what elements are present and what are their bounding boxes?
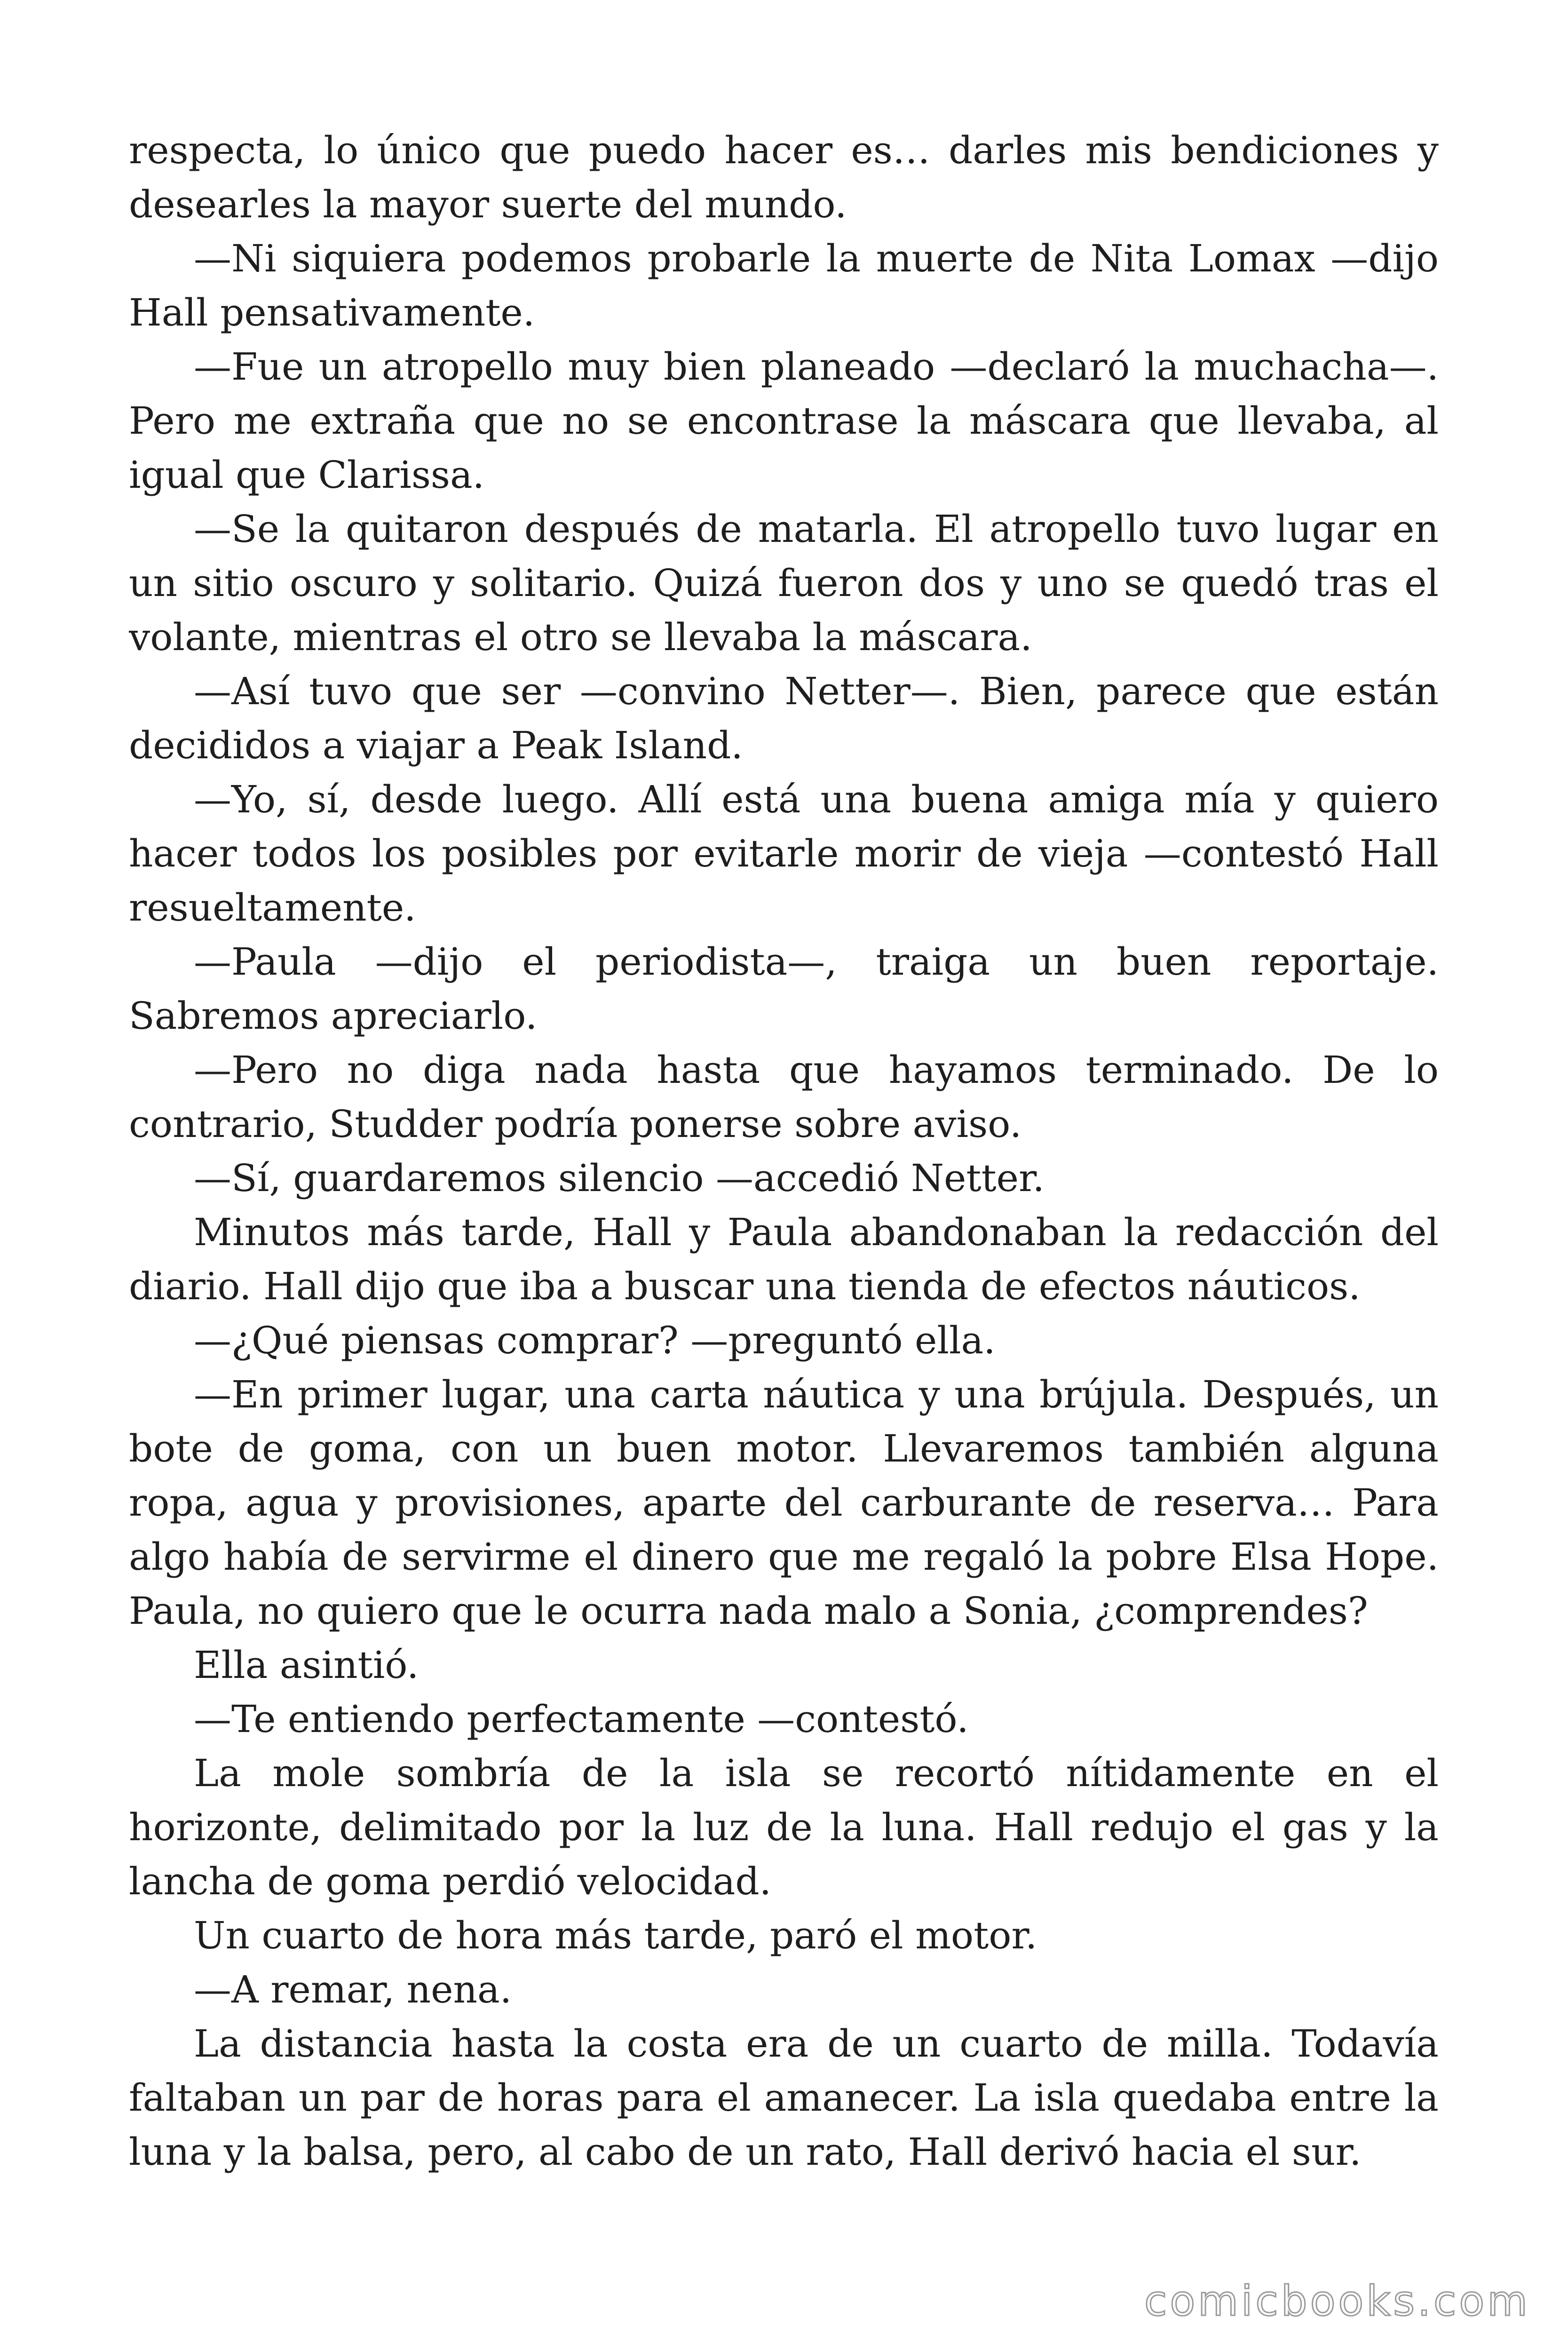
text-line: un sitio oscuro y solitario. Quizá fueron dos y uno se quedó tras el — [129, 561, 1439, 605]
text-line: faltaban un par de horas para el amanecer. La isla quedaba entre la — [129, 2076, 1439, 2120]
text-line: —Te entiendo perfectamente —contestó. — [194, 1697, 969, 1741]
text-line: diario. Hall dijo que iba a buscar una tienda de efectos náuticos. — [129, 1264, 1361, 1308]
text-line: volante, mientras el otro se llevaba la máscara. — [129, 615, 1032, 659]
text-line: La mole sombría de la isla se recortó nítidamente en el — [194, 1751, 1439, 1795]
text-line: algo había de servirme el dinero que me regaló la pobre Elsa Hope. — [129, 1535, 1439, 1579]
text-line: ropa, agua y provisiones, aparte del carburante de reserva… Para — [129, 1481, 1439, 1525]
text-line: Hall pensativamente. — [129, 291, 535, 334]
text-line: Minutos más tarde, Hall y Paula abandonaban la redacción del — [194, 1210, 1439, 1254]
text-line: —¿Qué piensas comprar? —preguntó ella. — [194, 1319, 996, 1362]
text-line: —Pero no diga nada hasta que hayamos terminado. De lo — [194, 1048, 1439, 1092]
text-line: Paula, no quiero que le ocurra nada malo a Sonia, ¿comprendes? — [129, 1589, 1368, 1633]
text-line: Un cuarto de hora más tarde, paró el motor. — [194, 1914, 1037, 1957]
text-line: respecta, lo único que puedo hacer es… darles mis bendiciones y — [129, 128, 1439, 172]
text-line: lancha de goma perdió velocidad. — [129, 1859, 772, 1903]
text-line: desearles la mayor suerte del mundo. — [129, 183, 847, 226]
text-line: contrario, Studder podría ponerse sobre aviso. — [129, 1102, 1022, 1146]
text-line: —Así tuvo que ser —convino Netter—. Bien, parece que están — [194, 669, 1439, 713]
text-line: igual que Clarissa. — [129, 453, 485, 497]
text-line: decididos a viajar a Peak Island. — [129, 723, 743, 767]
text-line: luna y la balsa, pero, al cabo de un rato, Hall derivó hacia el sur. — [129, 2130, 1362, 2174]
text-line: Sabremos apreciarlo. — [129, 994, 538, 1038]
watermark: comicbooks.com — [1144, 2277, 1530, 2325]
text-line: La distancia hasta la costa era de un cuarto de milla. Todavía — [194, 2022, 1439, 2066]
text-line: hacer todos los posibles por evitarle morir de vieja —contestó Hall — [129, 832, 1439, 875]
text-line: —Fue un atropello muy bien planeado —declaró la muchacha—. — [194, 345, 1439, 389]
text-line: Ella asintió. — [194, 1643, 419, 1687]
text-line: horizonte, delimitado por la luz de la luna. Hall redujo el gas y la — [129, 1805, 1439, 1849]
text-line: —Yo, sí, desde luego. Allí está una buena amiga mía y quiero — [194, 778, 1439, 821]
text-line: —Se la quitaron después de matarla. El atropello tuvo lugar en — [194, 507, 1439, 551]
text-line: —Ni siquiera podemos probarle la muerte de Nita Lomax —dijo — [194, 237, 1439, 280]
text-line: —En primer lugar, una carta náutica y una brújula. Después, un — [194, 1373, 1439, 1416]
book-page-text — [129, 123, 1439, 2179]
text-line: —Sí, guardaremos silencio —accedió Netter. — [194, 1156, 1045, 1200]
text-line: —Paula —dijo el periodista—, traiga un buen reportaje. — [194, 940, 1439, 984]
text-line: —A remar, nena. — [194, 1968, 512, 2011]
text-line: resueltamente. — [129, 886, 416, 930]
text-line: bote de goma, con un buen motor. Llevaremos también alguna — [129, 1427, 1439, 1470]
text-line: Pero me extraña que no se encontrase la máscara que llevaba, al — [129, 399, 1439, 443]
